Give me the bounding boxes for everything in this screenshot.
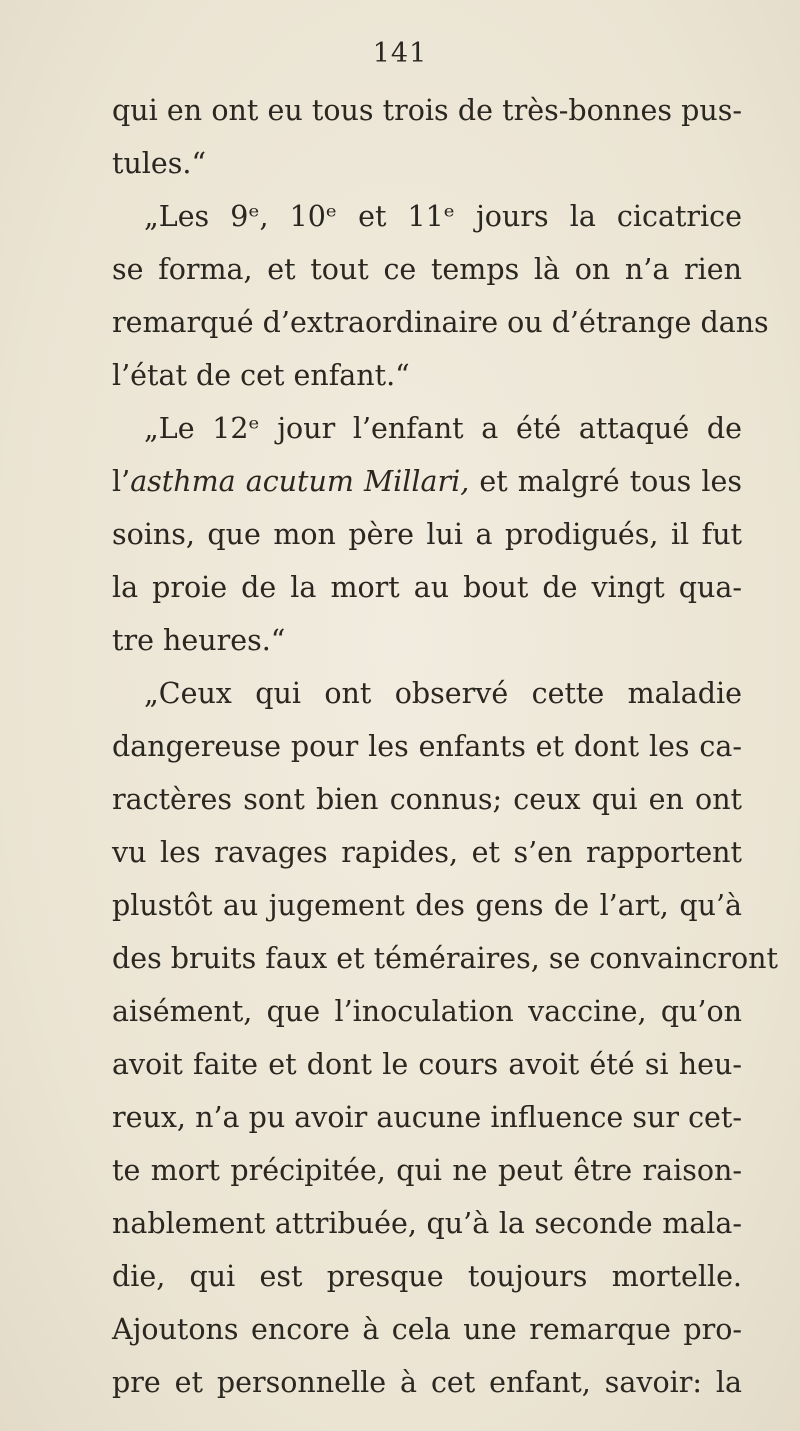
- page-number: 141: [372, 38, 428, 69]
- text-line: „Le 12ᵉ jour l’enfant a été attaqué de: [144, 412, 742, 445]
- text-line: „Ceux qui ont observé cette maladie: [144, 677, 742, 710]
- text-line: Ajoutons encore à cela une remarque pro-: [112, 1313, 742, 1346]
- text-line: qui en ont eu tous trois de très-bonnes pus-: [112, 94, 742, 127]
- text-line: soins, que mon père lui a prodigués, il fut: [112, 518, 742, 551]
- text-line: aisément, que l’inoculation vaccine, qu’on: [112, 995, 742, 1028]
- text-line: [112, 455, 742, 508]
- text-fragment: et malgré tous les: [469, 465, 742, 498]
- text-line: des bruits faux et téméraires, se convaincront: [112, 942, 778, 975]
- text-line: die, qui est presque toujours mortelle.: [112, 1260, 742, 1293]
- body-text: [112, 84, 792, 1409]
- text-line: ractères sont bien connus; ceux qui en ont: [112, 783, 742, 816]
- text-line: tre heures.“: [112, 624, 286, 657]
- text-line: tules.“: [112, 147, 207, 180]
- text-line: la proie de la mort au bout de vingt qua-: [112, 571, 742, 604]
- text-fragment: l’: [112, 465, 131, 498]
- italic-term: asthma acutum Millari,: [130, 465, 470, 498]
- text-line: se forma, et tout ce temps là on n’a rien: [112, 253, 742, 286]
- text-line: vu les ravages rapides, et s’en rapportent: [112, 836, 742, 869]
- text-line: reux, n’a pu avoir aucune influence sur cet-: [112, 1101, 742, 1134]
- text-line: nablement attribuée, qu’à la seconde mala-: [112, 1207, 742, 1240]
- text-line: remarqué d’extraordinaire ou d’étrange dans: [112, 306, 769, 339]
- text-line: dangereuse pour les enfants et dont les ca-: [112, 730, 742, 763]
- text-line: „Les 9ᵉ, 10ᵉ et 11ᵉ jours la cicatrice: [144, 200, 742, 233]
- text-line: te mort précipitée, qui ne peut être raison-: [112, 1154, 742, 1187]
- text-line: plustôt au jugement des gens de l’art, qu’à: [112, 889, 742, 922]
- text-line: pre et personnelle à cet enfant, savoir: la: [112, 1366, 742, 1399]
- text-line: avoit faite et dont le cours avoit été si heu-: [112, 1048, 742, 1081]
- text-line: l’état de cet enfant.“: [112, 359, 410, 392]
